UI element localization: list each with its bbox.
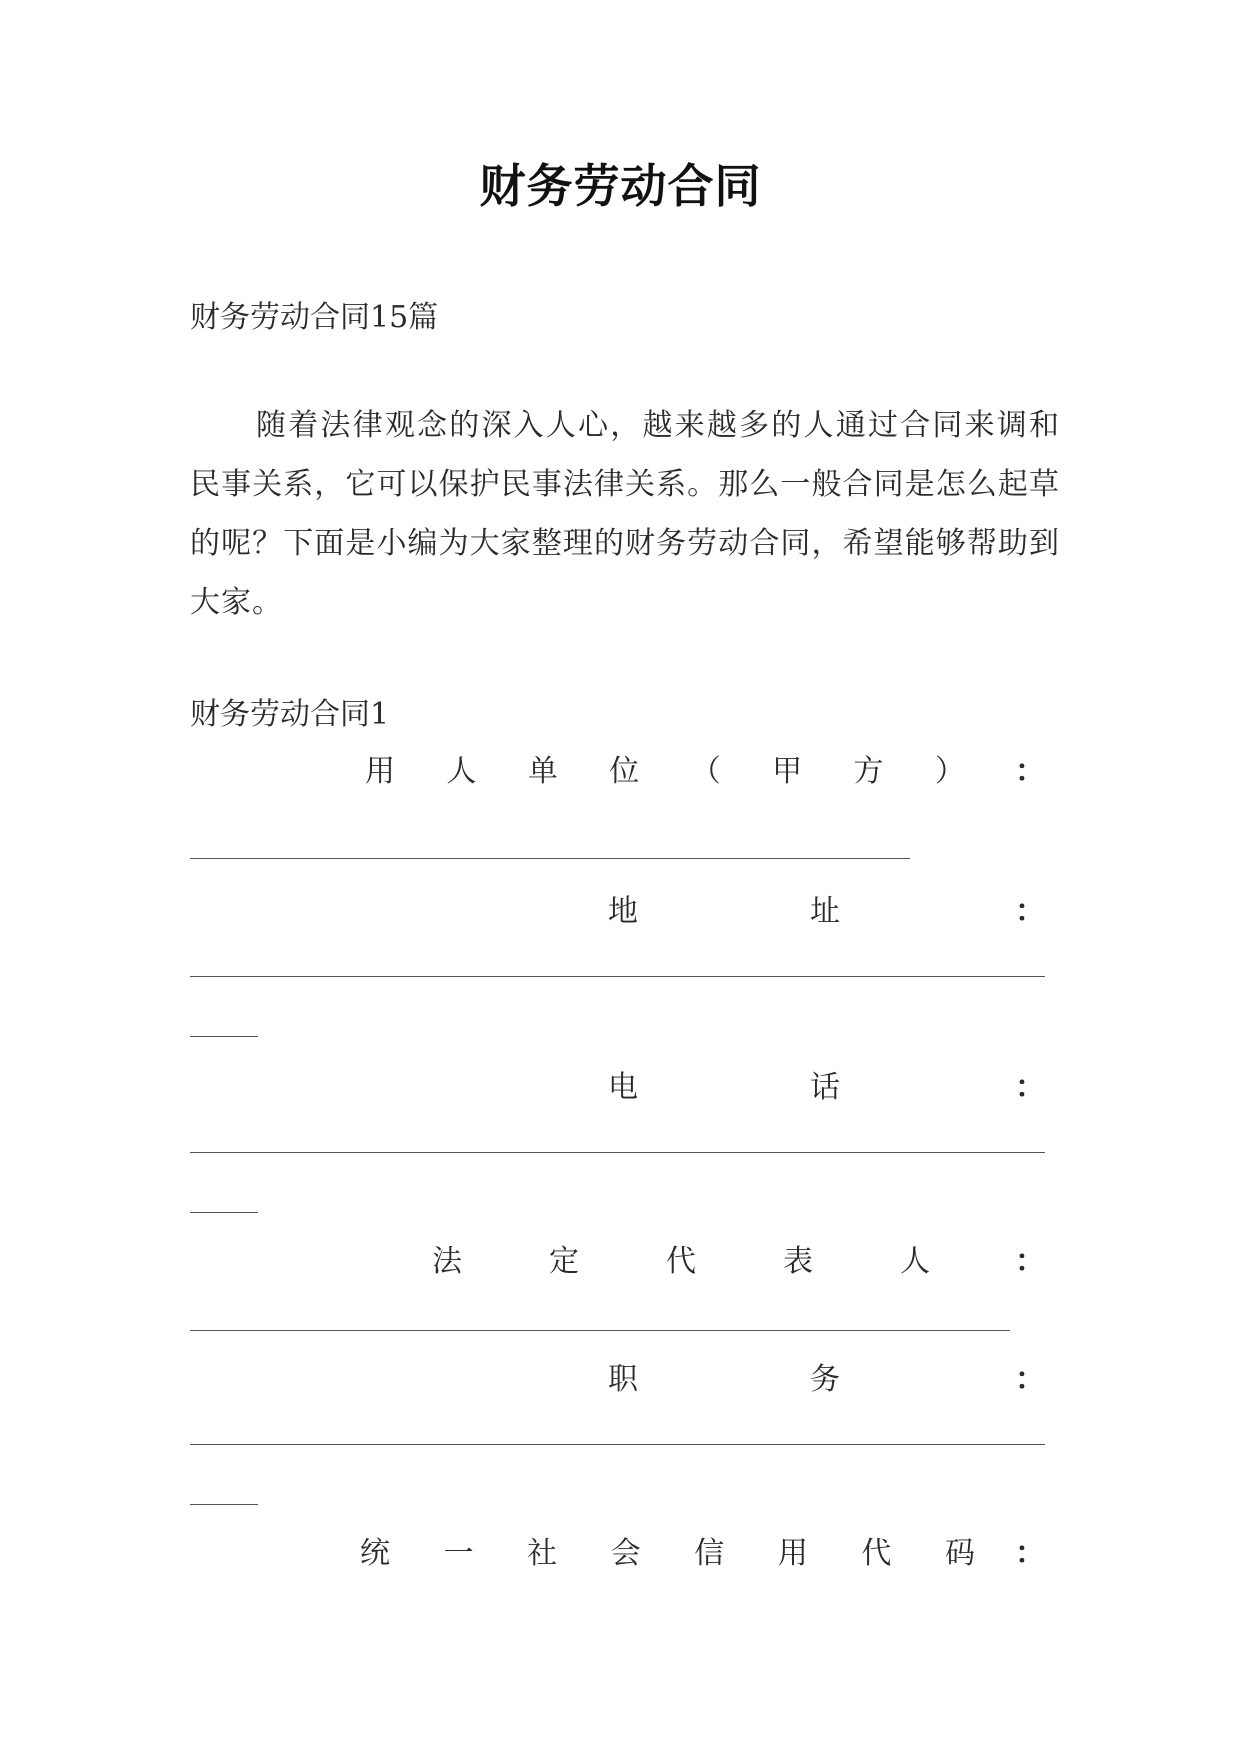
label-char: 甲 bbox=[772, 754, 803, 789]
field-colon: ： bbox=[1015, 1362, 1045, 1397]
field-employer bbox=[190, 750, 1045, 794]
field-address bbox=[190, 890, 1045, 934]
label-char: 职 bbox=[608, 1362, 638, 1397]
label-char: 址 bbox=[810, 894, 840, 929]
label-char: 地 bbox=[608, 894, 638, 929]
field-label bbox=[360, 1532, 975, 1576]
intro-paragraph: 随着法律观念的深入人心，越来越多的人通过合同来调和民事关系，它可以保护民事法律关系。那么一般合同是怎么起草的呢？下面是小编为大家整理的财务劳动合同，希望能够帮助到大家。 bbox=[190, 408, 1060, 620]
label-char: 话 bbox=[810, 1070, 840, 1105]
field-label bbox=[608, 1066, 840, 1110]
label-char: 会 bbox=[610, 1536, 641, 1571]
label-char: 统 bbox=[360, 1536, 390, 1571]
field-legal-representative bbox=[190, 1240, 1045, 1284]
field-label bbox=[608, 890, 840, 934]
label-char: 定 bbox=[549, 1244, 579, 1279]
fill-in-line bbox=[190, 1212, 258, 1213]
field-colon: ： bbox=[1015, 1536, 1045, 1571]
label-char: 务 bbox=[810, 1362, 840, 1397]
field-colon: ： bbox=[1015, 1070, 1045, 1105]
label-char: 用 bbox=[777, 1536, 808, 1571]
label-char: ） bbox=[934, 754, 965, 789]
field-colon: ： bbox=[1015, 754, 1045, 789]
label-char: 电 bbox=[608, 1070, 638, 1105]
label-char: 码 bbox=[944, 1536, 975, 1571]
label-char: 一 bbox=[443, 1536, 474, 1571]
section-heading: 财务劳动合同1 bbox=[190, 697, 390, 732]
label-char: 法 bbox=[432, 1244, 462, 1279]
fill-in-line bbox=[190, 1444, 1045, 1445]
label-char: （ bbox=[690, 754, 721, 789]
field-label bbox=[432, 1240, 930, 1284]
field-phone bbox=[190, 1066, 1045, 1110]
fill-in-line bbox=[190, 858, 910, 859]
label-char: 代 bbox=[861, 1536, 892, 1571]
field-position bbox=[190, 1358, 1045, 1402]
fill-in-line bbox=[190, 1036, 258, 1037]
fill-in-line bbox=[190, 1152, 1045, 1153]
fill-in-line bbox=[190, 976, 1045, 977]
label-char: 社 bbox=[527, 1536, 558, 1571]
document-subtitle: 财务劳动合同15篇 bbox=[190, 300, 439, 335]
label-char: 人 bbox=[446, 754, 477, 789]
label-char: 用 bbox=[365, 754, 395, 789]
field-label bbox=[365, 750, 965, 794]
label-char: 代 bbox=[666, 1244, 696, 1279]
fill-in-line bbox=[190, 1330, 1010, 1331]
label-char: 信 bbox=[694, 1536, 725, 1571]
label-char: 表 bbox=[783, 1244, 813, 1279]
label-char: 方 bbox=[853, 754, 884, 789]
label-char: 人 bbox=[900, 1244, 930, 1279]
label-char: 位 bbox=[609, 754, 640, 789]
field-colon: ： bbox=[1015, 894, 1045, 929]
label-char: 单 bbox=[527, 754, 558, 789]
field-label bbox=[608, 1358, 840, 1402]
document-title: 财务劳动合同 bbox=[479, 159, 762, 213]
field-credit-code bbox=[190, 1532, 1045, 1576]
field-colon: ： bbox=[1015, 1244, 1045, 1279]
fill-in-line bbox=[190, 1504, 258, 1505]
